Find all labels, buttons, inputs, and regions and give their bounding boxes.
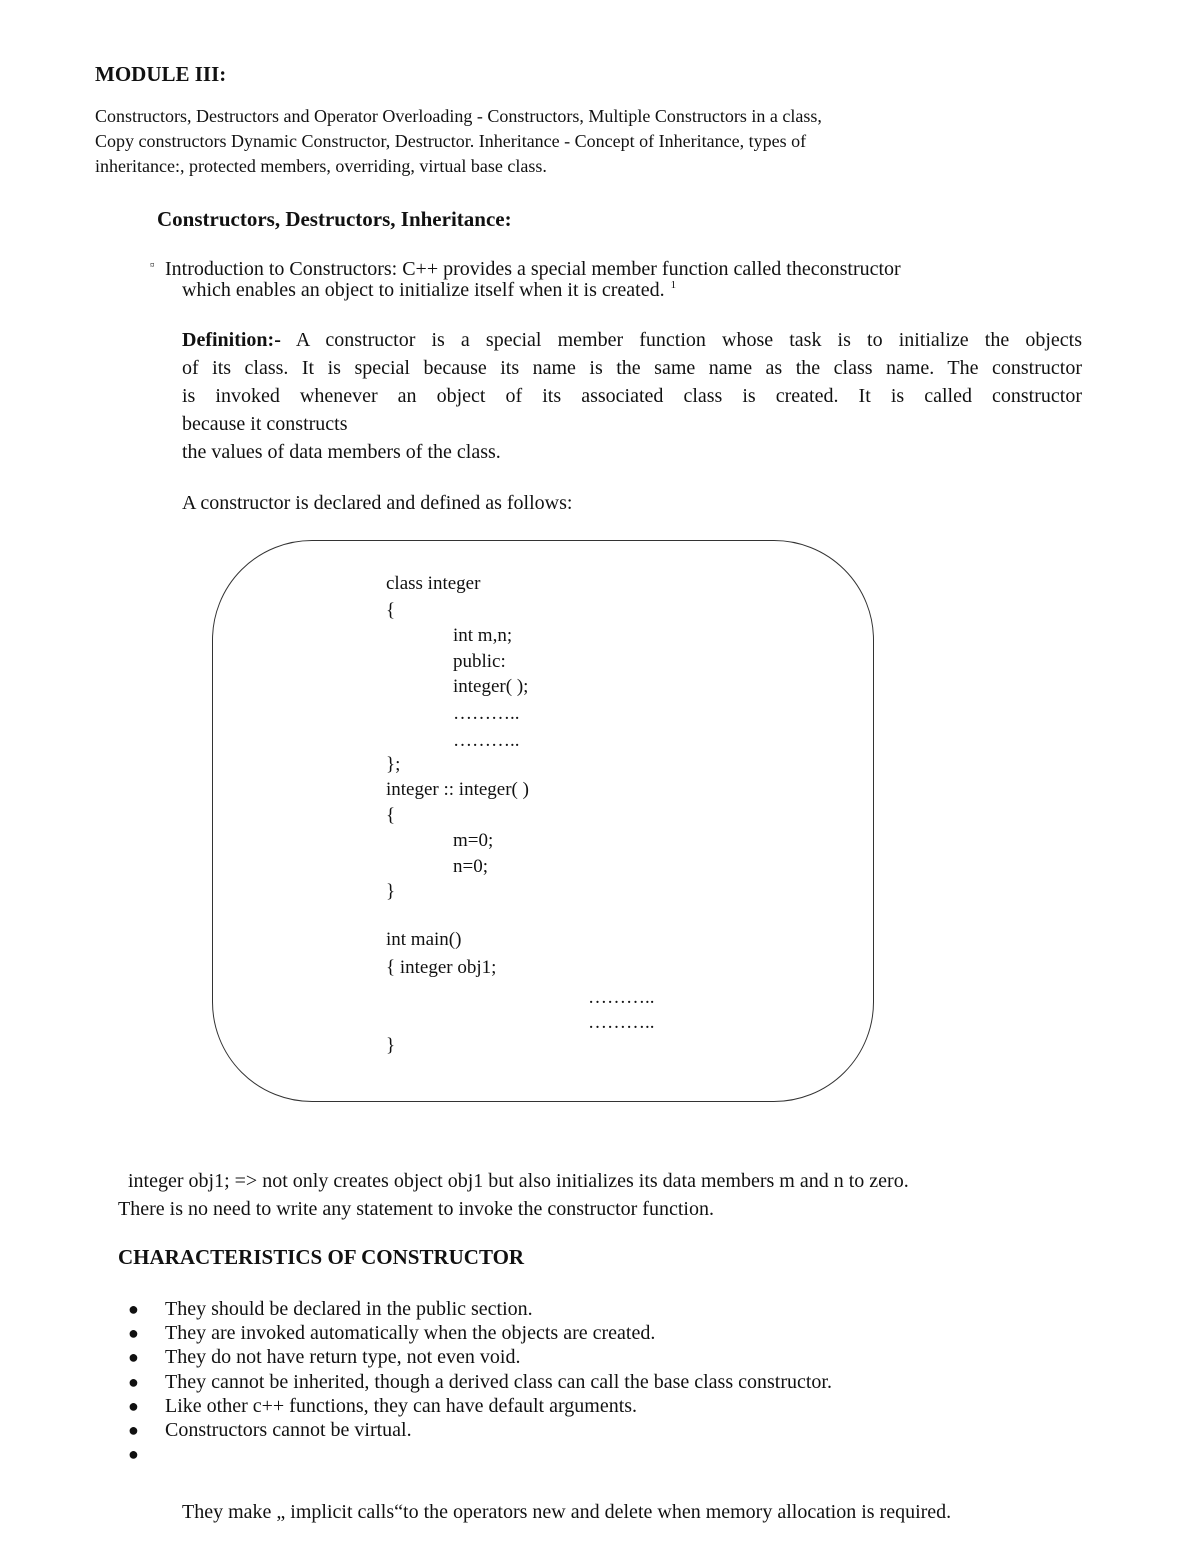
intro-line-text: which enables an object to initialize itself when it is created. [182, 279, 665, 301]
definition-line [182, 326, 1082, 354]
bullet-icon: ● [128, 1419, 139, 1440]
code-line: integer( ); [453, 676, 529, 697]
characteristics-list [128, 1297, 832, 1466]
definition-line: is invoked whenever an object of its associated class is created. It is called constructor [182, 385, 1082, 407]
list-item [128, 1418, 832, 1442]
definition-line: the values of data members of the class. [182, 441, 501, 463]
list-item-text: They should be declared in the public section. [165, 1298, 533, 1320]
explanation-line: integer obj1; => not only creates object obj1 but also initializes its data members m and n to zero. [128, 1170, 909, 1192]
characteristics-heading: CHARACTERISTICS OF CONSTRUCTOR [118, 1245, 525, 1269]
explanation-line: There is no need to write any statement to invoke the constructor function. [118, 1198, 714, 1220]
bullet-icon: ● [128, 1444, 139, 1465]
code-line: int m,n; [453, 625, 513, 646]
code-line: }; [386, 754, 401, 775]
code-line: } [386, 1035, 396, 1056]
definition-line: of its class. It is special because its name is the same name as the class name. The constructor [182, 357, 1082, 379]
syllabus-line: inheritance:, protected members, overriding, virtual base class. [95, 156, 547, 176]
list-item [128, 1442, 832, 1466]
list-item [128, 1370, 832, 1394]
syllabus-line: Copy constructors Dynamic Constructor, Destructor. Inheritance - Concept of Inheritance, types of [95, 131, 807, 151]
bullet-icon: ● [128, 1323, 139, 1344]
code-line: { integer obj1; [386, 957, 497, 978]
code-line: int main() [386, 929, 462, 950]
code-line: class integer [386, 573, 481, 594]
syllabus-line: Constructors, Destructors and Operator Overloading - Constructors, Multiple Constructors in a class, [95, 106, 822, 126]
code-example-box [212, 540, 874, 1102]
section-title: Constructors, Destructors, Inheritance: [157, 207, 512, 231]
code-line: ……….. [588, 987, 655, 1008]
bullet-icon: ● [128, 1299, 139, 1319]
declaration-intro: A constructor is declared and defined as follows: [182, 492, 573, 514]
intro-line: Introduction to Constructors: C++ provides a special member function called theconstructor [165, 258, 901, 280]
list-item [128, 1321, 832, 1345]
code-line: { [386, 805, 396, 826]
intro-bullet-icon: ¤ [150, 260, 155, 270]
intro-line-2 [182, 279, 676, 302]
code-line: ……….. [453, 703, 520, 724]
code-line: m=0; [453, 830, 494, 851]
syllabus-paragraph [95, 104, 822, 179]
list-item [128, 1345, 832, 1369]
bullet-icon: ● [128, 1347, 139, 1368]
list-item-text: They are invoked automatically when the objects are created. [165, 1322, 656, 1345]
definition-paragraph [182, 326, 1082, 466]
definition-label: Definition:- [182, 329, 281, 351]
definition-text: A constructor is a special member function whose task is to initialize the objects [295, 329, 1082, 351]
bullet-icon: ● [128, 1395, 139, 1416]
code-line: ……….. [588, 1012, 655, 1033]
module-title: MODULE III: [95, 62, 227, 86]
code-line: integer :: integer( ) [386, 779, 529, 800]
list-item [128, 1394, 832, 1418]
code-line: public: [453, 651, 506, 672]
list-item [128, 1297, 832, 1321]
code-line: } [386, 881, 396, 902]
code-line: n=0; [453, 856, 488, 877]
closing-line: They make „ implicit calls“to the operators new and delete when memory allocation is required. [182, 1501, 952, 1523]
list-item-text: They cannot be inherited, though a derived class can call the base class constructor. [165, 1370, 832, 1393]
list-item-text: Constructors cannot be virtual. [165, 1418, 412, 1441]
list-item-text: They do not have return type, not even void. [165, 1346, 521, 1369]
definition-line: because it constructs [182, 413, 348, 435]
code-line: ……….. [453, 730, 520, 751]
footnote-marker: 1 [670, 279, 677, 291]
list-item-text: Like other c++ functions, they can have default arguments. [165, 1394, 638, 1417]
code-line: { [386, 600, 396, 621]
bullet-icon: ● [128, 1371, 139, 1392]
